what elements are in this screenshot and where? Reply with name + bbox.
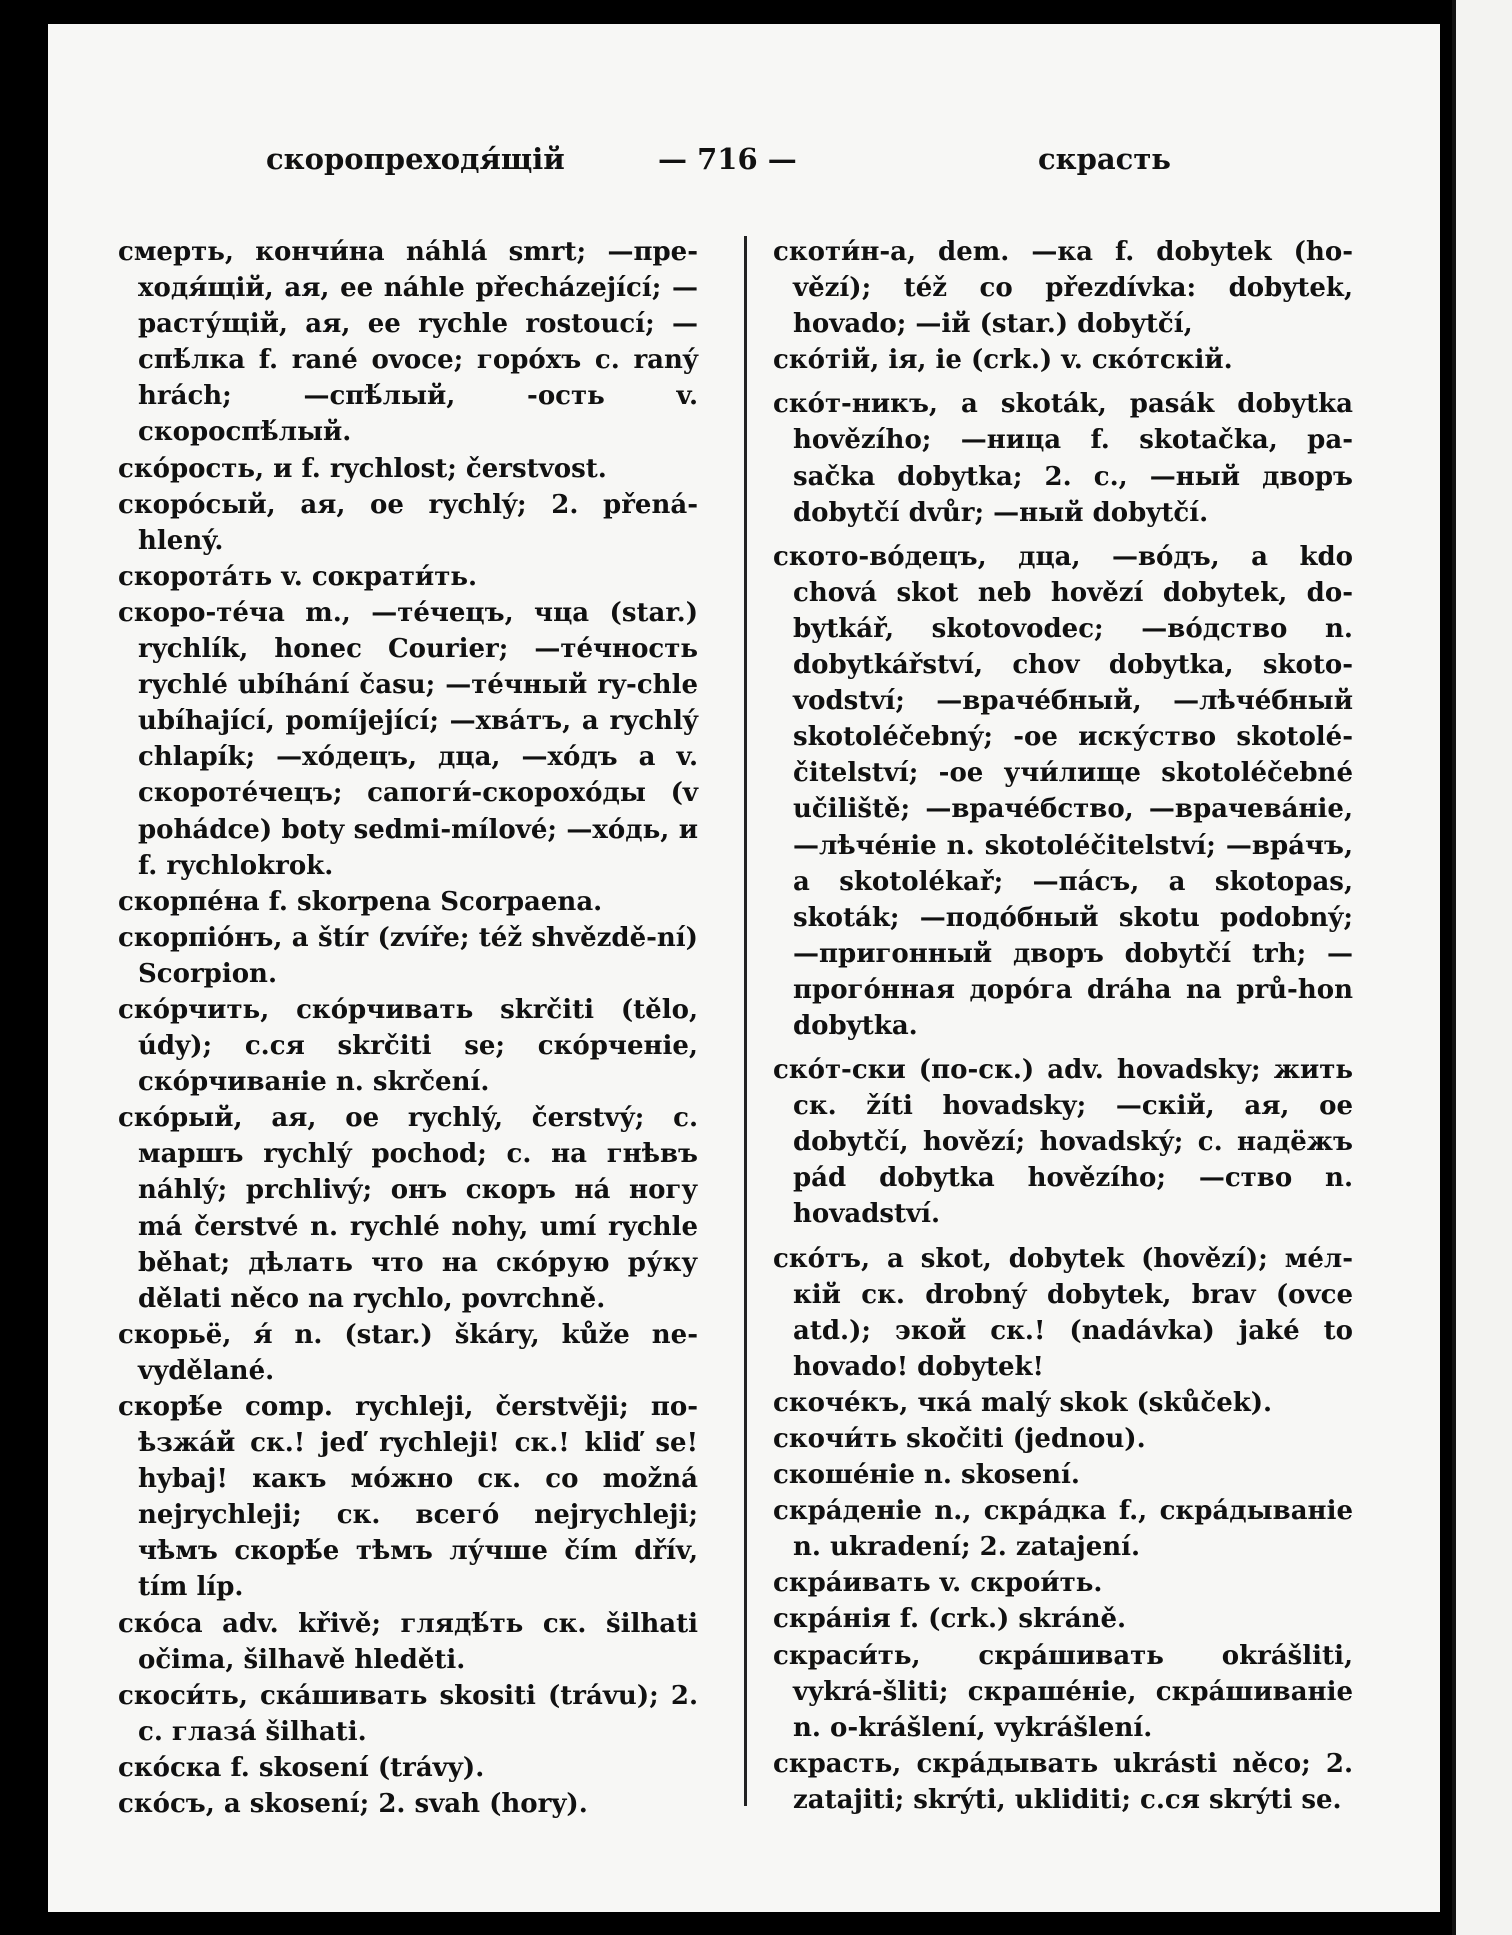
entry: скорьё, я́ n. (star.) škáry, kůže ne-vydělané. <box>118 1319 698 1386</box>
right-column <box>773 234 1353 1818</box>
entry: скра́ивать v. скрои́ть. <box>773 1568 1103 1599</box>
entry: скрасть, скра́дывать ukrásti něco; 2. zatajiti; skrýti, ukliditi; с.ся skrýti se. <box>773 1748 1353 1815</box>
entry: ско́съ, a skosení; 2. svah (hory). <box>118 1789 588 1820</box>
entry: ско́рый, ая, ое rychlý, čerstvý; с. маршъ rychlý pochod; с. на гнѣвъ náhlý; prchlivý; онъ скоръ на́ ногу má čerstvé n. rychlé nohy, umí rychle běhat; дѣлать что на ско́рую ру́ку dělati něco na rychlo, povrchně. <box>118 1103 698 1314</box>
dictionary-page <box>48 24 1440 1912</box>
entry: ското-во́децъ, дца, —во́дъ, a kdo chová skot neb hovězí dobytek, do-bytkář, skotovodec; —во́дство n. dobytkářství, chov dobytka, skoto-vodství; —враче́бный, —лѣче́бный skotoléčebný; -ое иску́ство skotolé-čitelství; -ое учи́лище skotoléčebné učiliště; —враче́бство, —врачева́ніе, —лѣче́ніе n. skotoléčitelství; —вра́чъ, a skotolékař; —па́съ, a skotopas, skoták; —подо́бный skotu podobný; —пригонный дворъ dobytčí trh; —прого́нная доро́га dráha na prů-hon dobytka. <box>773 541 1353 1041</box>
page-header <box>48 128 1440 188</box>
entry: скра́деніе n., скра́дка f., скра́дываніе n. ukradení; 2. zatajení. <box>773 1496 1353 1563</box>
entry: скорпіо́нъ, a štír (zvíře; též shvězdě-ní) Scorpion. <box>118 922 698 989</box>
entry: ско́т-никъ, a skoták, pasák dobytka hovězího; —ница f. skotačka, pa-sačka dobytka; 2. c., —ный дворъ dobytčí dvůr; —ный dobytčí. <box>773 389 1353 528</box>
entry: ско́ска f. skosení (trávy). <box>118 1752 485 1783</box>
entry: ско́рость, и f. rychlost; čerstvost. <box>118 453 607 484</box>
entry: скоче́къ, чка́ malý skok (skůček). <box>773 1387 1273 1418</box>
header-left-guideword: скоропреходя́щій <box>266 142 565 176</box>
entry: скоти́н-а, dem. —ка f. dobytek (ho-vězí); též co přezdívka: dobytek, hovado; —ій (star.) dobytčí, <box>773 237 1353 340</box>
left-column <box>118 234 698 1822</box>
entry: скочи́ть skočiti (jednou). <box>773 1424 1146 1454</box>
adjacent-page-edge <box>1452 0 1512 1935</box>
entry: ско́са adv. křivě; глядѣ́ть ск. šilhati očima, šilhavě hleděti. <box>118 1608 698 1675</box>
entry: скоше́ніе n. skosení. <box>773 1460 1080 1491</box>
entry: смерть, кончи́на náhlá smrt; —пре-ходя́щій, ая, ее náhle přecházející; —расту́щій, ая, ее rychle rostoucí; —спѣ́лка f. rané ovoce; горо́хъ c. raný hrách; —спѣ́лый, -ость v. скороспѣ́лый. <box>118 237 698 448</box>
header-right-guideword: скрасть <box>1038 142 1171 176</box>
entry: ско́рчить, ско́рчивать skrčiti (tělo, údy); с.ся skrčiti se; ско́рченіе, ско́рчиваніе n. skrčení. <box>118 994 698 1098</box>
entry: ско́тій, ія, іе (crk.) v. ско́тскій. <box>773 345 1233 376</box>
entry: ско́т-ски (по-ск.) adv. hovadsky; жить ск. žíti hovadsky; —скій, ая, ое dobytčí, hovězí; hovadský; с. надёжъ pád dobytka hovězího; —ство n. hovadství. <box>773 1055 1353 1230</box>
entry: скоси́ть, ска́шивать skositi (trávu); 2. с. глаза́ šilhati. <box>118 1680 698 1747</box>
entry: ско́тъ, a skot, dobytek (hovězí); ме́л-кій ск. drobný dobytek, brav (ovce atd.); экой ск.! (nadávka) jaké to hovado! dobytek! <box>773 1243 1353 1382</box>
entry: скорѣ́е comp. rychleji, čerstvěji; по-ѣзжа́й ск.! jeď rychleji! ск.! kliď se! hybaj! какъ мо́жно ск. co možná nejrychleji; ск. всего́ nejrychleji; чѣмъ скорѣ́е тѣмъ лу́чше čím dřív, tím líp. <box>118 1392 698 1603</box>
entry: скоро́сый, ая, ое rychlý; 2. přená-hlený. <box>118 489 698 556</box>
entry: скраси́ть, скра́шивать okrášliti, vykrá-šliti; скраше́ніе, скра́шиваніе n. o-krášlení, vykrášlení. <box>773 1640 1353 1743</box>
entry: скорпе́на f. skorpena Scorpaena. <box>118 886 603 917</box>
entry: скоро-те́ча m., —те́чецъ, чца (star.) rychlík, honec Courier; —те́чность rychlé ubíhání času; —те́чный ry-chle ubíhající, pomíjející; —хва́тъ, a rychlý chlapík; —хо́децъ, дца, —хо́дъ a v. скороте́чецъ; сапоги́-скорохо́ды (v pohádce) boty sedmi-mílové; —хо́дь, и f. rychlokrok. <box>118 597 698 881</box>
column-divider <box>744 236 747 1806</box>
entry: скра́нія f. (crk.) skráně. <box>773 1604 1127 1635</box>
entry: скорота́ть v. сократи́ть. <box>118 561 478 592</box>
page-number: — 716 — <box>658 142 797 176</box>
